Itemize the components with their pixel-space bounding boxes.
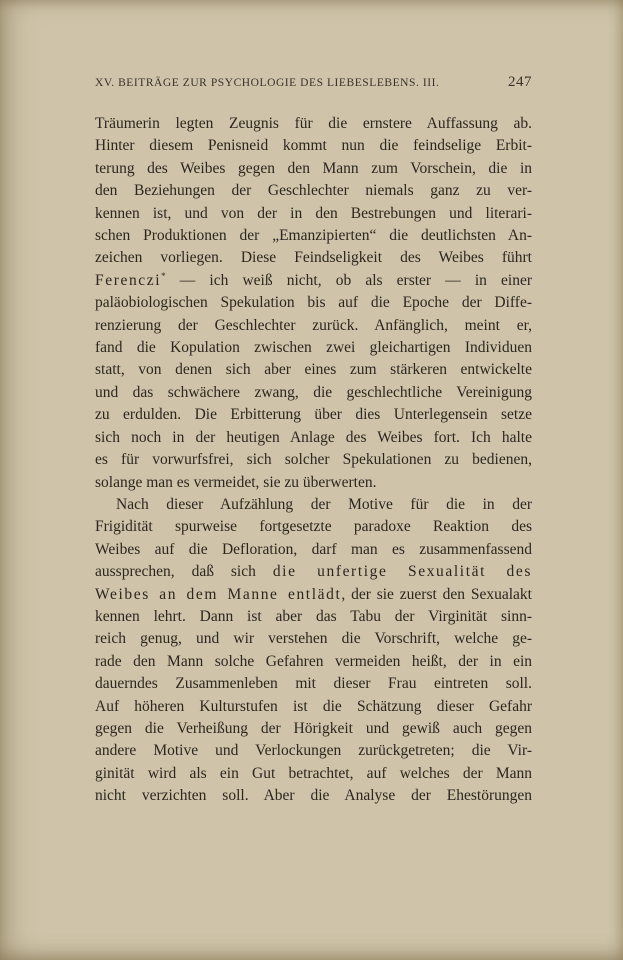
text-line: [95, 584, 532, 606]
text-segment: Hinter diesem Penisneid kommt nun die feindselige Erbit-: [95, 137, 532, 155]
text-line: [95, 628, 532, 650]
letterspaced-text: die unfertige Sexualität des: [272, 563, 533, 581]
text-line: [95, 113, 532, 135]
text-line: [95, 606, 532, 628]
text-line: [95, 539, 532, 561]
text-segment: schen Produktionen der „Emanzipierten“ die deutlichsten An-: [95, 227, 532, 245]
text-segment: Nach dieser Aufzählung der Motive für die in der: [116, 495, 532, 513]
text-line: [95, 382, 532, 404]
text-line: [95, 673, 532, 695]
footnote-marker: *: [161, 270, 166, 281]
text-segment: zu erdulden. Die Erbitterung über dies Unterlegensein setze: [95, 406, 532, 424]
text-segment: fand die Kopulation zwischen zwei gleichartigen Individuen: [95, 339, 532, 357]
text-line: [95, 203, 532, 225]
text-segment: rade den Mann solche Gefahren vermeiden heißt, der in ein: [95, 652, 532, 670]
text-line: [95, 247, 532, 269]
text-line: [95, 337, 532, 359]
text-segment: — ich weiß nicht, ob als erster — in einer: [165, 271, 532, 289]
text-line: [95, 292, 532, 314]
text-segment: renzierung der Geschlechter zurück. Anfänglich, meint er,: [95, 316, 532, 334]
text-segment: Auf höheren Kulturstufen ist die Schätzung dieser Gefahr: [95, 697, 532, 715]
text-line: [95, 763, 532, 785]
letterspaced-text: Weibes an dem Manne entlädt: [95, 585, 342, 603]
text-segment: , der sie zuerst den Sexualakt: [341, 585, 532, 603]
text-line: [95, 718, 532, 740]
text-line: [95, 449, 532, 471]
text-line: [95, 651, 532, 673]
text-line: [95, 740, 532, 762]
text-segment: terung des Weibes gegen den Mann zum Vorschein, die in: [95, 159, 532, 177]
letterspaced-text: Ferenczi: [95, 271, 162, 289]
text-block: [95, 113, 532, 808]
text-line: [95, 404, 532, 426]
text-segment: kennen lehrt. Dann ist aber das Tabu der Virginität sinn-: [95, 607, 532, 625]
running-title: XV. BEITRÄGE ZUR PSYCHOLOGIE DES LIEBESLEBENS. III.: [95, 77, 440, 89]
text-segment: den Beziehungen der Geschlechter niemals ganz zu ver-: [95, 182, 532, 200]
text-line: [95, 270, 532, 292]
text-segment: solange man es vermeidet, sie zu überwerten.: [95, 473, 377, 491]
text-segment: Weibes auf die Defloration, darf man es zusammenfassend: [95, 540, 532, 558]
text-line: [95, 315, 532, 337]
text-segment: zeichen vorliegen. Diese Feindseligkeit des Weibes führt: [95, 249, 532, 267]
text-segment: paläobiologischen Spekulation bis auf die Epoche der Diffe-: [95, 294, 532, 312]
page-number: 247: [508, 74, 532, 90]
text-line: [95, 158, 532, 180]
text-segment: und das schwächere zwang, die geschlechtliche Vereinigung: [95, 383, 532, 401]
text-segment: Träumerin legten Zeugnis für die ernstere Auffassung ab.: [95, 115, 532, 132]
text-segment: aussprechen, daß sich: [95, 563, 273, 581]
text-line: [95, 225, 532, 247]
text-line: [95, 180, 532, 202]
text-line: [95, 516, 532, 538]
text-segment: kennen ist, und von der in den Bestrebungen und literari-: [95, 204, 532, 222]
text-segment: nicht verzichten soll. Aber die Analyse der Ehestörungen: [95, 787, 532, 805]
text-line: [95, 427, 532, 449]
text-segment: gegen die Verheißung der Hörigkeit und gewiß auch gegen: [95, 719, 532, 737]
text-segment: dauerndes Zusammenleben mit dieser Frau eintreten soll.: [95, 675, 532, 693]
text-line: [95, 494, 532, 516]
text-line: [95, 135, 532, 157]
text-segment: es für vorwurfsfrei, sich solcher Spekulationen zu bedienen,: [95, 451, 532, 469]
text-segment: ginität wird als ein Gut betrachtet, auf welches der Mann: [95, 764, 532, 782]
text-segment: sich noch in der heutigen Anlage des Weibes fort. Ich halte: [95, 428, 532, 446]
text-segment: andere Motive und Verlockungen zurückgetreten; die Vir-: [95, 742, 532, 760]
text-segment: Frigidität spurweise fortgesetzte paradoxe Reaktion des: [95, 518, 532, 536]
text-line: [95, 696, 532, 718]
text-segment: statt, von denen sich aber eines zum stärkeren entwickelte: [95, 361, 532, 379]
text-segment: reich genug, und wir verstehen die Vorschrift, welche ge-: [95, 630, 532, 648]
text-line: [95, 561, 532, 583]
text-line: [95, 472, 532, 494]
text-line: [95, 359, 532, 381]
text-line: [95, 785, 532, 807]
running-head: [95, 74, 532, 91]
